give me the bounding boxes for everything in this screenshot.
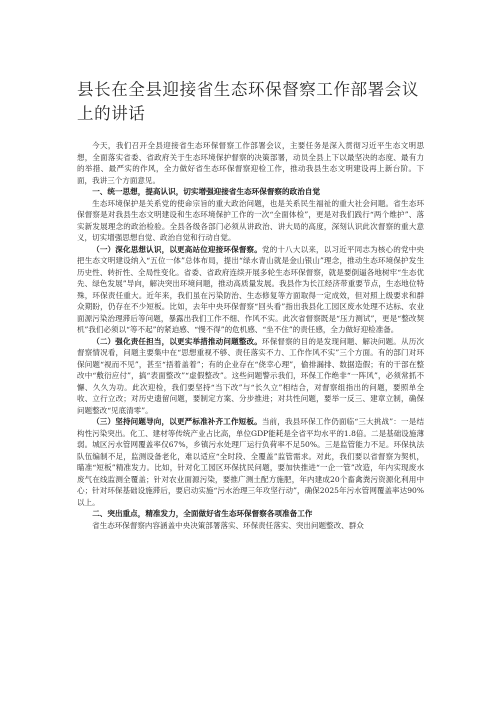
section-1-heading: 一、统一思想，提高认识，切实增强迎接省生态环保督察的政治自觉: [92, 187, 320, 196]
intro-paragraph: 今天，我们召开全县迎接省生态环保督察工作部署会议，主要任务是深入贯彻习近平生态文明思想，全面落实省委、省政府关于生态环境保护督察的决策部署，动员全县上下以最坚决的态度、最有力的举措、最严实的作风，全力做好省生态环保督察迎检工作，推动我县生态文明建设再上新台阶。下面，我讲三个方面意见。: [77, 141, 424, 185]
subsection-3-heading: （三）坚持问题导向，以更严标准补齐工作短板。: [92, 417, 262, 426]
subsection-2-heading: （二）强化责任担当，以更实举措推动问题整改。: [92, 336, 262, 346]
section-2-paragraph: 省生态环保督察内容涵盖中央决策部署落实、环保责任落实、突出问题整改、群众: [92, 520, 364, 530]
subsection-1-paragraph: [77, 244, 424, 336]
subsection-1-heading: （一）深化思想认识，以更高站位迎接环保督察。: [92, 244, 262, 254]
subsection-1-body: 党的十八大以来，以习近平同志为核心的党中央把生态文明建设纳入“五位一体”总体布局，提出“绿水青山就是金山银山”理念，推动生态环境保护发生历史性、转折性、全局性变化。省委、省政府连续开展多轮生态环保督察，就是要倒逼各地树牢“生态优先、绿色发展”导向，解决突出环境问题，推动高质量发展。我县作为长江经济带重要节点，生态地位特殊，环保责任重大。近年来，我们虽在污染防治、生态修复等方面取得一定成效，但对照上级要求和群众期盼，仍存在不少短板。比如，去年中央环保督察“回头看”指出我县化工园区废水处理不达标、农业面源污染治理滞后等问题，暴露出我们工作不细、作风不实。此次省督察既是“压力测试”，更是“整改契机”我们必须以“等不起”的紧迫感、“慢不得”的危机感、“坐不住”的责任感，全力做好迎检准备。: [77, 244, 424, 334]
document-page: [77, 78, 424, 531]
subsection-2-body: 环保督察的目的是发现问题、解决问题。从历次督察情况看，问题主要集中在“思想重视不够、责任落实不力、工作作风不实”三个方面。有的部门对环保问题“视而不见”，甚至“捂着盖着”；有的企业存在“侥幸心理”，偷排漏排、数据造假；有的干部在整改中“敷衍应付”，搞“表面整改”“虚假整改”。这些问题警示我们，环保工作绝非“一阵风”，必须常抓不懈、久久为功。此次迎检，我们要坚持“当下改”与“长久立”相结合，对督察组指出的问题，要照单全收、立行立改；对历史遗留问题，要制定方案、分步推进；对共性问题，要举一反三、建章立制，确保问题整改“见底清零”。: [77, 336, 424, 415]
subsection-3-paragraph: [77, 416, 424, 508]
section-2-heading: 二、突出重点，精准发力，全面做好省生态环保督察各项准备工作: [92, 509, 313, 518]
document-title: 县长在全县迎接省生态环保督察工作部署会议上的讲话: [77, 80, 419, 123]
subsection-3-body: 当前，我县环保工作仍面临“三大挑战”：一是结构性污染突出。化工、建材等传统产业占比高，单位GDP能耗是全省平均水平的1.8倍。二是基础设施薄弱。城区污水管网覆盖率仅67%，乡镇污水处理厂运行负荷率不足50%。三是监管能力不足。环保执法队伍编制不足，监测设备老化，难以适应“全时段、全覆盖”监管需求。对此，我们要以省督察为契机，瞄准“短板”精准发力。比如，针对化工园区环保扰民问题，要加快推进“一企一管”改造，年内实现废水废气在线监测全覆盖；针对农业面源污染，要推广测土配方施肥，年内建成20个畜禽粪污资源化利用中心；针对环保基础设施滞后，要启动实施“污水治理三年攻坚行动”，确保2025年污水管网覆盖率达90%以上。: [77, 417, 424, 507]
subsection-2-paragraph: [77, 336, 424, 417]
section-1-paragraph: 生态环境保护是关系党的使命宗旨的重大政治问题，也是关系民生福祉的重大社会问题。省生态环保督察是对我县生态文明建设和生态环境保护工作的一次“全面体检”，更是对我们践行“两个维护”、落实新发展理念的政治检验。全县各级各部门必须从讲政治、讲大局的高度，深刻认识此次督察的重大意义，切实增强思想自觉、政治自觉和行动自觉。: [77, 198, 424, 242]
